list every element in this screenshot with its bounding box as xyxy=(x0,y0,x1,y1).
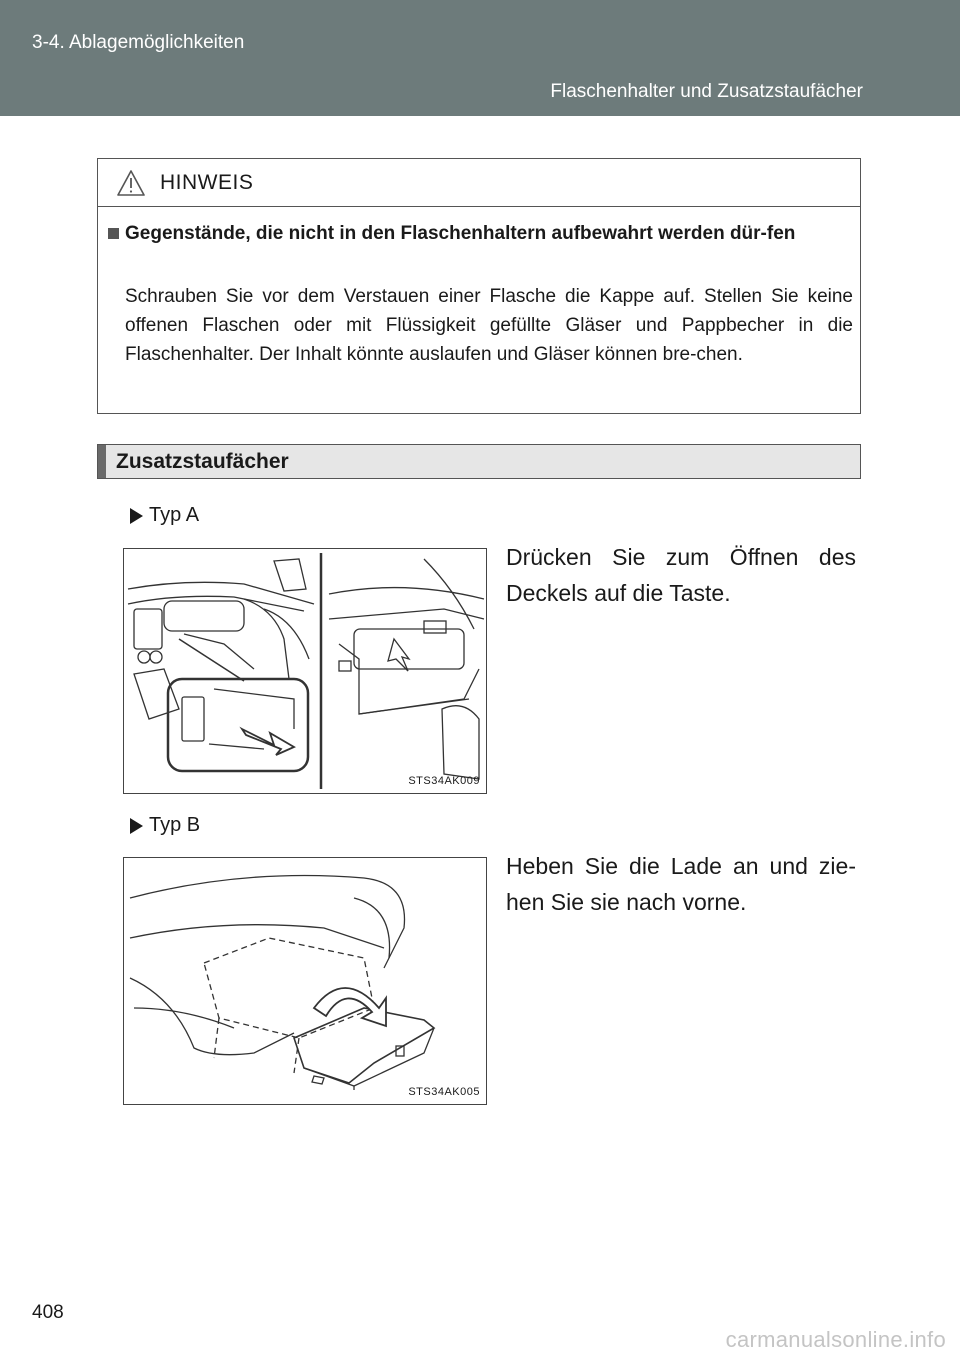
glovebox-illustration xyxy=(124,549,488,795)
header-section-title: 3-4. Ablagemöglichkeiten xyxy=(32,32,245,53)
figure-type-b xyxy=(123,857,487,1105)
header-subsection-title: Flaschenhalter und Zusatzstaufächer xyxy=(550,81,863,102)
warning-triangle-icon xyxy=(116,169,146,197)
watermark: carmanualsonline.info xyxy=(725,1327,946,1352)
page-number: 408 xyxy=(32,1302,64,1323)
figure-id: STS34AK009 xyxy=(408,775,480,787)
figure-type-a xyxy=(123,548,487,794)
type-b-instruction: Heben Sie die Lade an und zie-hen Sie sie nach vorne. xyxy=(506,853,856,915)
triangle-right-icon xyxy=(130,508,143,524)
square-bullet-icon xyxy=(108,228,119,239)
notice-title-row xyxy=(116,167,253,199)
notice-title: HINWEIS xyxy=(160,171,254,194)
type-a-label xyxy=(130,504,199,527)
figure-id: STS34AK005 xyxy=(408,1086,480,1098)
notice-body: Schrauben Sie vor dem Verstauen einer Flasche die Kappe auf. Stellen Sie keine offenen Flaschen oder mit Flüssigkeit gefüllte Gläser und Pappbecher in die Flaschenhalter. Der Inhalt könnte auslaufen und Gläser können bre-chen. xyxy=(125,286,853,365)
type-b-label xyxy=(130,814,200,837)
section-heading-text: Zusatzstaufächer xyxy=(116,450,289,473)
notice-divider xyxy=(98,206,860,207)
type-a-instruction: Drücken Sie zum Öffnen des Deckels auf die Taste. xyxy=(506,544,856,606)
type-b-label-text: Typ B xyxy=(149,814,201,836)
notice-heading xyxy=(108,219,848,248)
section-heading xyxy=(97,444,861,479)
type-a-label-text: Typ A xyxy=(149,504,200,526)
seat-drawer-illustration xyxy=(124,858,488,1106)
page-header xyxy=(0,0,960,116)
section-heading-bar xyxy=(98,445,106,478)
triangle-right-icon xyxy=(130,818,143,834)
notice-heading-text: Gegenstände, die nicht in den Flaschenhaltern aufbewahrt werden dür-fen xyxy=(125,223,796,244)
notice-box xyxy=(97,158,861,414)
